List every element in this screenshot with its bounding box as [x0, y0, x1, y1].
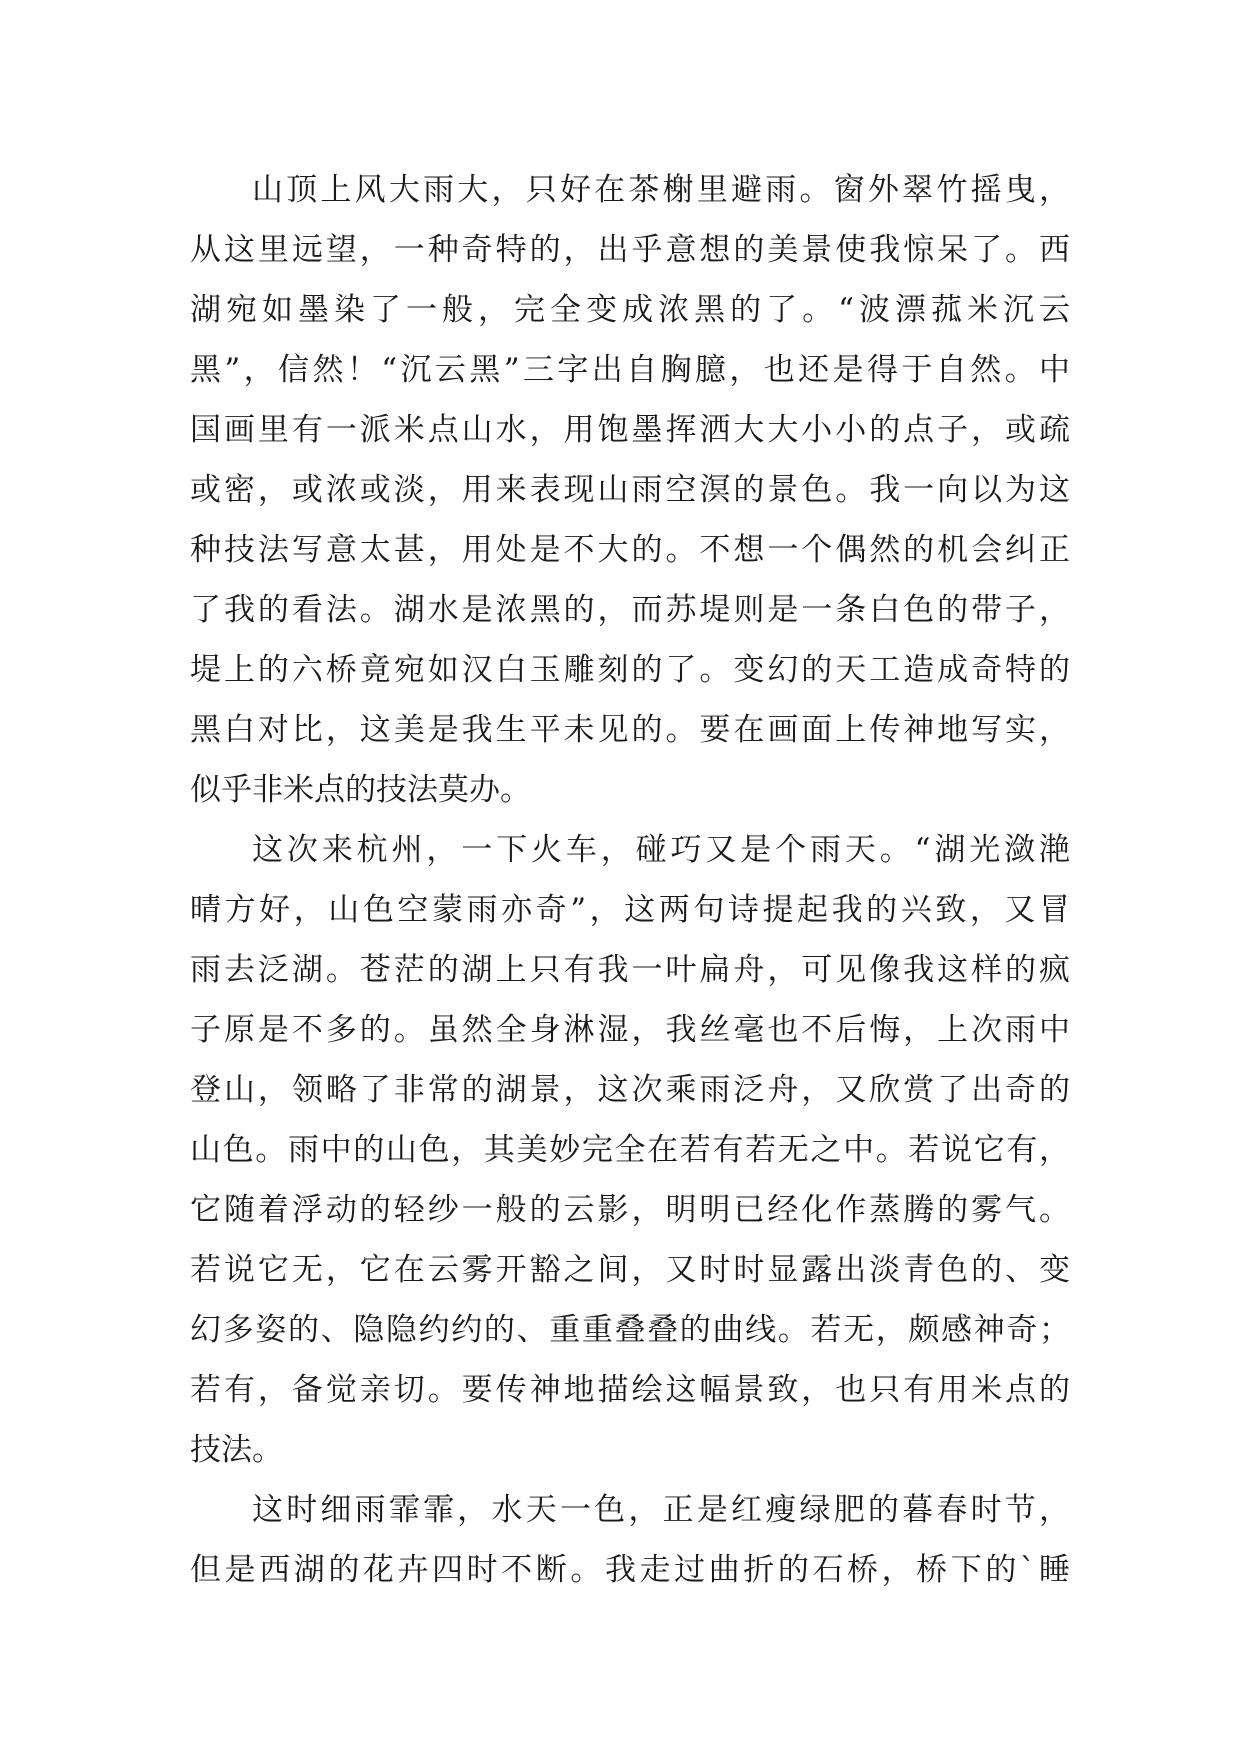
text-line: 这次来杭州，一下火车，碰巧又是个雨天。“湖光潋滟 [252, 832, 1070, 868]
text-line: 或密，或浓或淡，用来表现山雨空溟的景色。我一向以为这 [190, 472, 1070, 508]
text-line: 国画里有一派米点山水，用饱墨挥洒大大小小的点子，或疏 [190, 412, 1070, 448]
text-line: 黑”，信然！“沉云黑”三字出自胸臆，也还是得于自然。中 [190, 352, 1070, 388]
text-line: 若说它无，它在云雾开豁之间，又时时显露出淡青色的、变 [190, 1252, 1070, 1288]
text-line: 似乎非米点的技法莫办。 [190, 772, 531, 808]
text-line: 幻多姿的、隐隐约约的、重重叠叠的曲线。若无，颇感神奇； [190, 1312, 1070, 1348]
text-line: 山色。雨中的山色，其美妙完全在若有若无之中。若说它有， [190, 1132, 1070, 1168]
paragraph-1 [190, 160, 1070, 820]
text-line: 从这里远望，一种奇特的，出乎意想的美景使我惊呆了。西 [190, 232, 1070, 268]
text-line: 子原是不多的。虽然全身淋湿，我丝毫也不后悔，上次雨中 [190, 1012, 1070, 1048]
text-line: 堤上的六桥竟宛如汉白玉雕刻的了。变幻的天工造成奇特的 [190, 652, 1070, 688]
text-line: 但是西湖的花卉四时不断。我走过曲折的石桥，桥下的`睡 [190, 1552, 1070, 1588]
text-line: 了我的看法。湖水是浓黑的，而苏堤则是一条白色的带子， [190, 592, 1070, 628]
paragraph-3 [190, 1480, 1070, 1600]
text-line: 黑白对比，这美是我生平未见的。要在画面上传神地写实， [190, 712, 1070, 748]
text-line: 这时细雨霏霏，水天一色，正是红瘦绿肥的暮春时节， [252, 1492, 1070, 1528]
text-line: 山顶上风大雨大，只好在茶榭里避雨。窗外翠竹摇曳， [252, 172, 1070, 208]
text-line: 若有，备觉亲切。要传神地描绘这幅景致，也只有用米点的 [190, 1372, 1070, 1408]
body-text [190, 160, 1070, 1600]
text-line: 登山，领略了非常的湖景，这次乘雨泛舟，又欣赏了出奇的 [190, 1072, 1070, 1108]
text-line: 种技法写意太甚，用处是不大的。不想一个偶然的机会纠正 [190, 532, 1070, 568]
text-line: 晴方好，山色空蒙雨亦奇”，这两句诗提起我的兴致，又冒 [190, 892, 1070, 928]
text-line: 它随着浮动的轻纱一般的云影，明明已经化作蒸腾的雾气。 [190, 1192, 1070, 1228]
paragraph-2 [190, 820, 1070, 1480]
text-line: 雨去泛湖。苍茫的湖上只有我一叶扁舟，可见像我这样的疯 [190, 952, 1070, 988]
text-line: 技法。 [190, 1432, 283, 1468]
text-line: 湖宛如墨染了一般，完全变成浓黑的了。“波漂菰米沉云 [190, 292, 1070, 328]
